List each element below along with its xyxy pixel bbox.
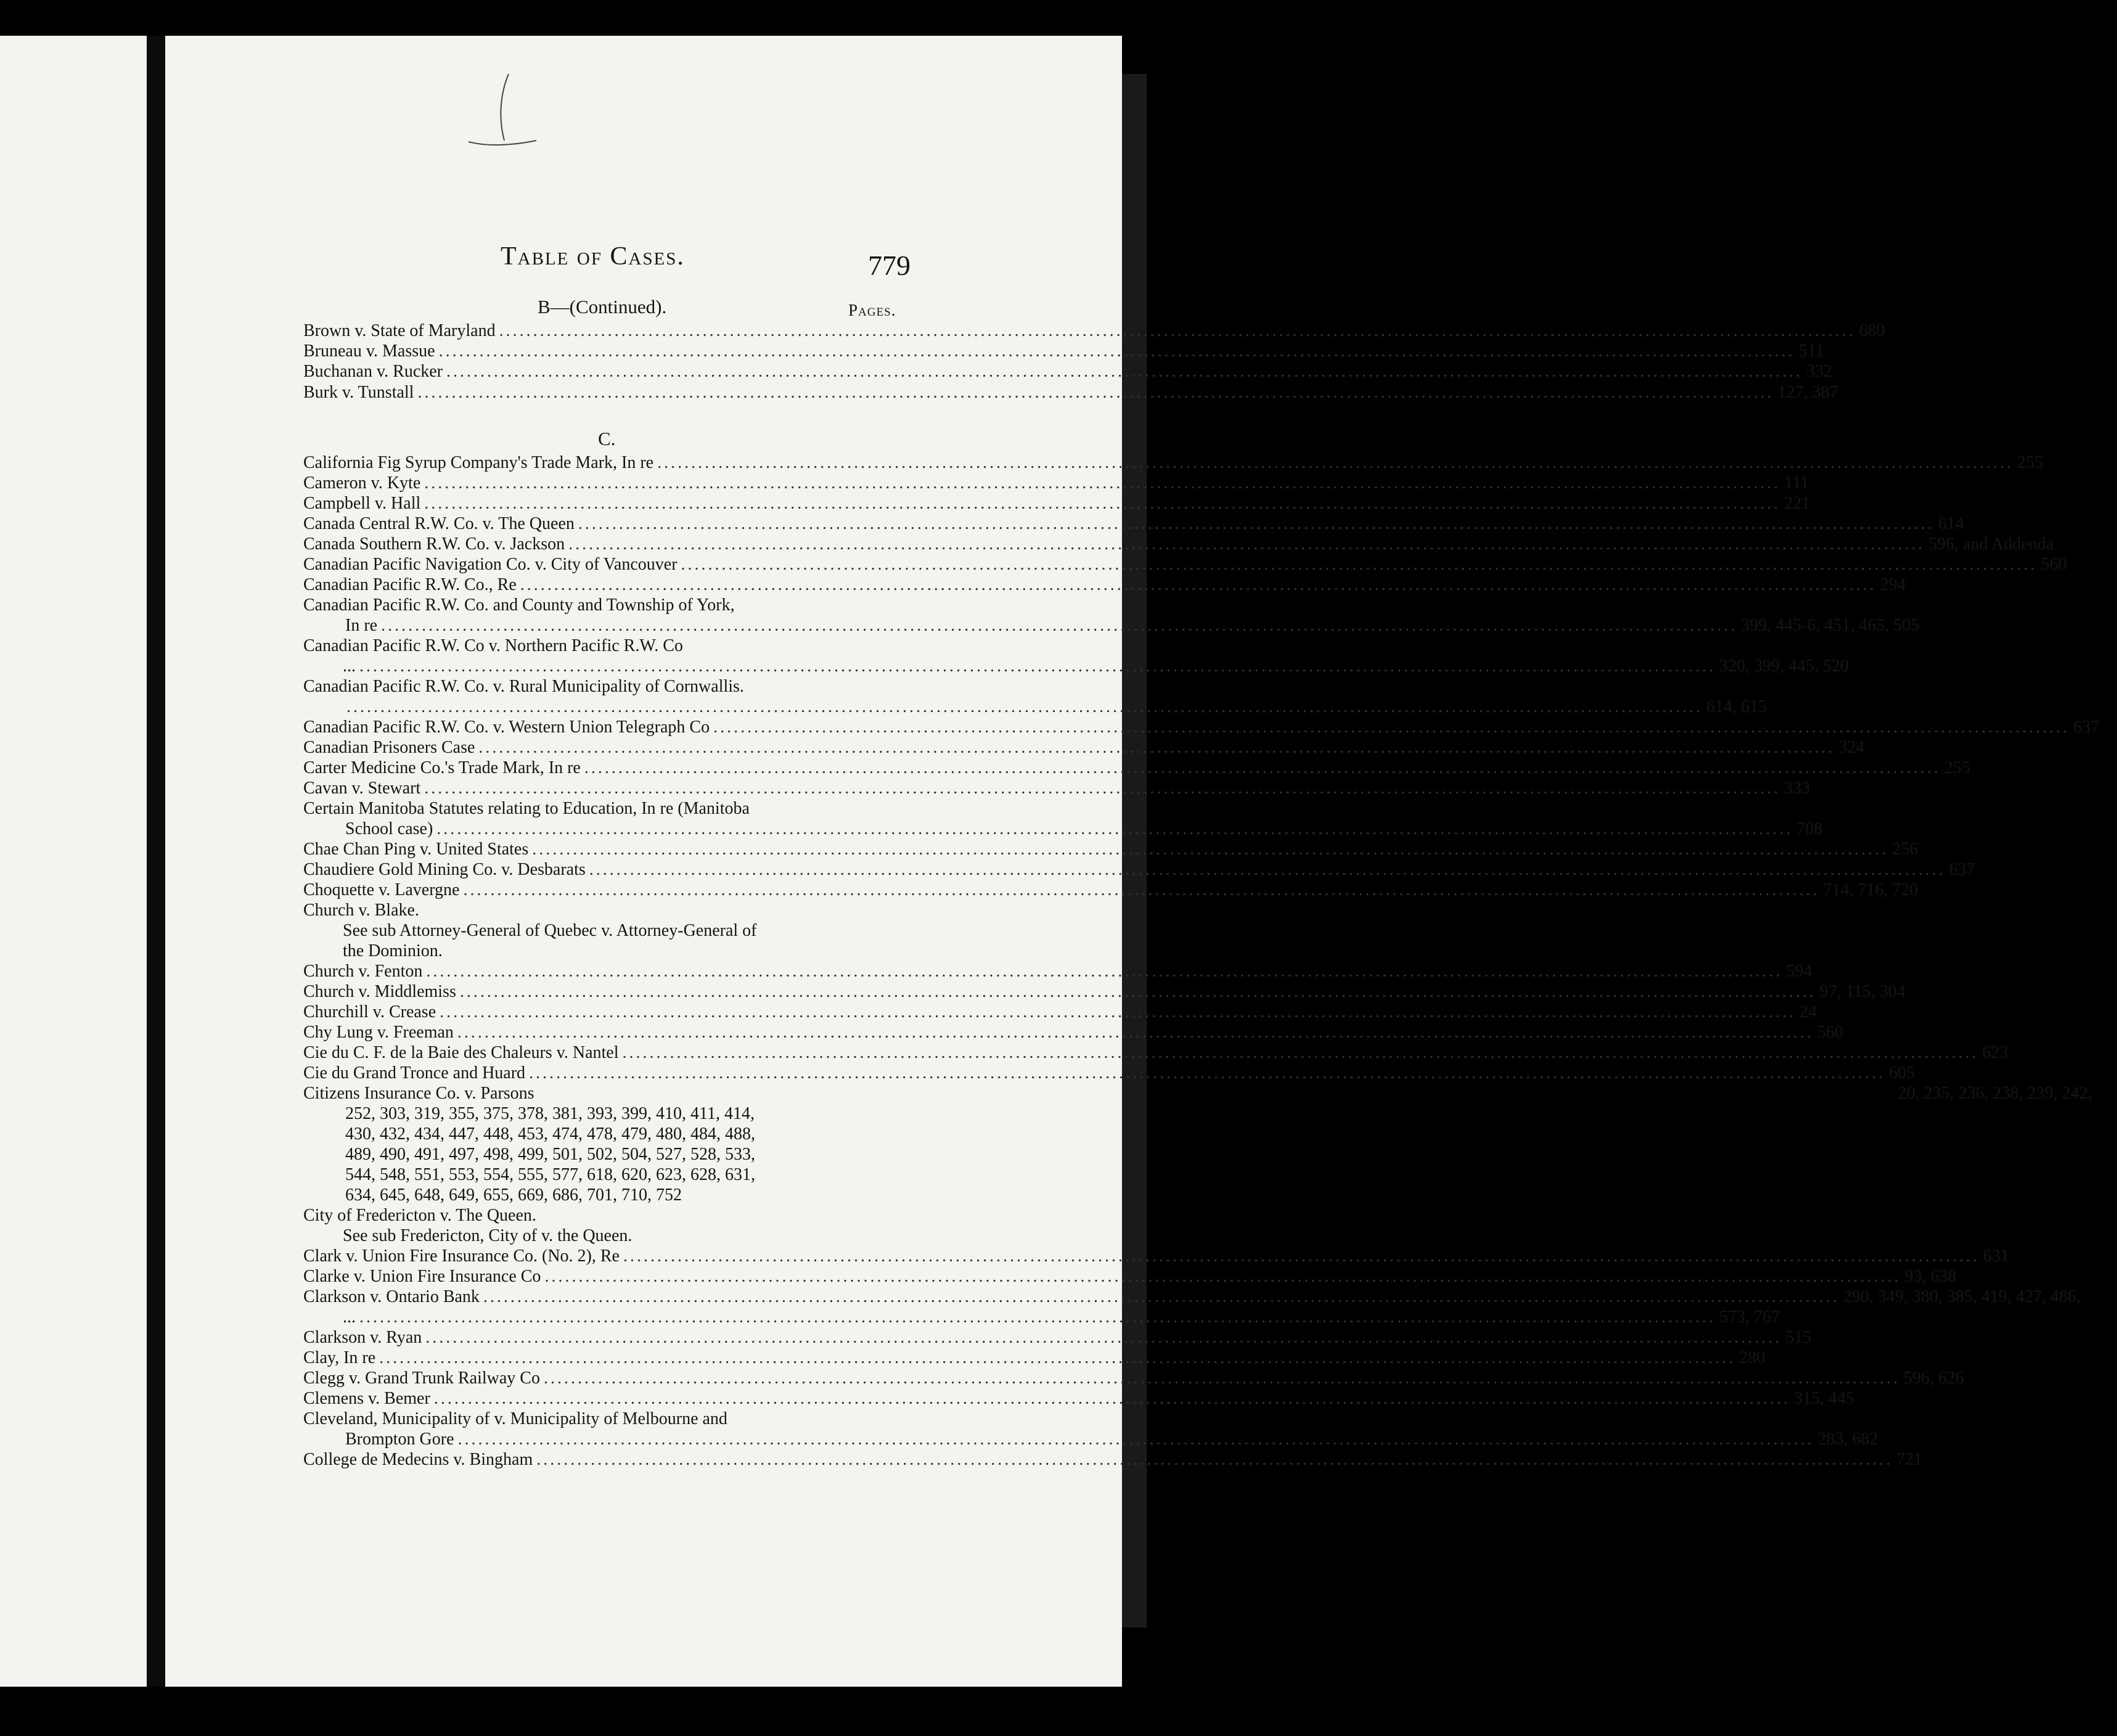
case-name: Clay, In re [303, 1348, 376, 1367]
case-entry [303, 1287, 2081, 1308]
case-entry [303, 554, 2067, 575]
case-pages: 221 [1784, 494, 1811, 513]
case-name: Cie du Grand Tronce and Huard [303, 1063, 526, 1083]
dot-leader: ........................................................................................................................................................................................................ [544, 1267, 1901, 1286]
dot-leader: ........................................................................................................................................................................................................ [532, 840, 1889, 859]
case-entry [303, 1124, 910, 1145]
case-name: 430, 432, 434, 447, 448, 453, 474, 478, 479, 480, 484, 488, [345, 1124, 755, 1144]
section-heading-b: B—(Continued). [538, 296, 667, 317]
case-pages: 680 [1859, 321, 1885, 340]
case-entry [303, 656, 1849, 677]
case-entry [303, 1246, 2009, 1267]
case-entry [303, 1226, 910, 1247]
dot-leader: ........................................................................................................................................................................................................ [623, 1247, 1980, 1266]
case-pages: 315, 445 [1793, 1389, 1854, 1408]
case-entry [303, 758, 1970, 779]
case-pages: 560 [1817, 1023, 1843, 1042]
case-name: College de Medecins v. Bingham [303, 1450, 533, 1469]
case-name: Canadian Pacific R.W. Co. v. Rural Municipality of Cornwallis. [303, 677, 744, 696]
case-name: Certain Manitoba Statutes relating to Education, In re (Manitoba [303, 799, 750, 818]
dot-leader: ........................................................................................................................................................................................................ [536, 1450, 1893, 1469]
case-entry [303, 900, 910, 921]
case-entry [303, 382, 1838, 403]
case-pages: 560 [2041, 555, 2067, 574]
case-entry [303, 1022, 1843, 1043]
dot-leader: ........................................................................................................................................................................................................ [589, 860, 1946, 879]
case-name: Bruneau v. Massue [303, 342, 435, 361]
case-entry [303, 819, 1823, 840]
case-name: Churchill v. Crease [303, 1002, 436, 1022]
case-pages: 255 [2017, 453, 2044, 472]
case-pages: 24 [1800, 1002, 1817, 1022]
case-name: Cleveland, Municipality of v. Municipality of Melbourne and [303, 1409, 727, 1428]
case-name: Clarkson v. Ontario Bank [303, 1287, 480, 1306]
case-name: Canadian Pacific R.W. Co v. Northern Pacific R.W. Co [303, 636, 683, 655]
dot-leader: ........................................................................................................................................................................................................ [433, 1389, 1790, 1408]
case-pages: 623 [1982, 1043, 2008, 1062]
book-gutter [147, 36, 165, 1687]
left-page-margin [0, 36, 147, 1687]
dot-leader: ........................................................................................................................................................................................................ [457, 1430, 1814, 1449]
dot-leader: ........................................................................................................................................................................................................ [713, 718, 2070, 737]
case-name: California Fig Syrup Company's Trade Mark, In re [303, 453, 654, 472]
case-entry [303, 1185, 910, 1206]
case-entry [303, 839, 1918, 860]
case-entry [303, 1083, 2092, 1104]
case-name: Clark v. Union Fire Insurance Co. (No. 2), Re [303, 1247, 620, 1266]
case-pages: 324 [1838, 738, 1865, 757]
case-name: City of Fredericton v. The Queen. [303, 1206, 536, 1225]
case-entry [303, 798, 910, 819]
case-pages: 573, 767 [1719, 1308, 1780, 1327]
case-entry [303, 737, 1865, 758]
case-entry [303, 361, 1832, 382]
case-name: Canadian Pacific R.W. Co., Re [303, 575, 517, 594]
case-entry [303, 961, 1812, 982]
case-pages: 294 [1880, 575, 1906, 594]
case-entry [303, 1205, 910, 1226]
dot-leader: ........................................................................................................................................................................................................ [424, 494, 1781, 513]
case-name: ... [343, 657, 356, 676]
dot-leader: ........................................................................................................................................................................................................ [436, 819, 1793, 838]
case-pages: 255 [1944, 758, 1970, 777]
dot-leader: ........................................................................................................................................................................................................ [657, 453, 2014, 472]
case-pages: 97, 115, 304 [1819, 982, 1906, 1001]
case-name: Canada Southern R.W. Co. v. Jackson [303, 534, 565, 554]
case-pages: 127, 387 [1777, 383, 1838, 402]
dot-leader: ........................................................................................................................................................................................................ [359, 657, 1716, 676]
case-entry [303, 473, 1809, 494]
case-name: Buchanan v. Rucker [303, 362, 443, 381]
case-pages: 708 [1796, 819, 1823, 838]
case-name: Clemens v. Bemer [303, 1389, 430, 1408]
case-entry [303, 1429, 1878, 1450]
case-entry [303, 778, 1811, 799]
case-name: 544, 548, 551, 553, 554, 555, 577, 618, 620, 623, 628, 631, [345, 1165, 755, 1184]
case-name: Clarke v. Union Fire Insurance Co [303, 1267, 541, 1286]
case-entry [303, 1388, 1854, 1409]
case-entry [303, 1307, 1780, 1328]
case-name: See sub Attorney-General of Quebec v. Attorney-General of [343, 921, 757, 940]
case-name: ... [343, 1308, 356, 1327]
case-entry [303, 1266, 1957, 1287]
dot-leader: ........................................................................................................................................................................................................ [359, 1308, 1716, 1327]
case-name: Clegg v. Grand Trunk Railway Co [303, 1369, 540, 1388]
dot-leader: ........................................................................................................................................................................................................ [457, 1023, 1814, 1042]
dot-leader: ........................................................................................................................................................................................................ [543, 1369, 1900, 1388]
dot-leader: ........................................................................................................................................................................................................ [425, 1328, 1782, 1347]
dot-leader: ........................................................................................................................................................................................................ [438, 342, 1795, 361]
dot-leader: ........................................................................................................................................................................................................ [499, 321, 1856, 340]
case-pages: 605 [1889, 1063, 1915, 1083]
case-pages: 280 [1739, 1348, 1766, 1367]
case-entry [303, 981, 1906, 1002]
case-entry [303, 1327, 1812, 1348]
case-pages: 93, 638 [1904, 1267, 1957, 1286]
case-entry [303, 920, 910, 941]
case-entry [303, 1063, 1915, 1084]
pages-column-heading: Pages. [848, 301, 896, 319]
case-name: Church v. Blake. [303, 901, 419, 920]
case-entry [303, 880, 1918, 901]
dot-leader: ........................................................................................................................................................................................................ [424, 779, 1781, 798]
case-name: Brompton Gore [345, 1430, 454, 1449]
case-name: See sub Fredericton, City of v. the Queen. [343, 1226, 633, 1245]
case-entry [303, 1002, 1817, 1023]
case-name: Canada Central R.W. Co. v. The Queen [303, 514, 575, 533]
case-pages: 596, 626 [1903, 1369, 1964, 1388]
case-name: Chaudiere Gold Mining Co. v. Desbarats [303, 860, 586, 879]
case-entry [303, 1409, 910, 1430]
case-entry [303, 697, 1767, 718]
case-name: 489, 490, 491, 497, 498, 499, 501, 502, 504, 527, 528, 533, [345, 1145, 755, 1164]
case-pages: 515 [1785, 1328, 1812, 1347]
dot-leader: ........................................................................................................................................................................................................ [584, 758, 1941, 777]
dot-leader: ........................................................................................................................................................................................................ [446, 362, 1803, 381]
case-pages: 20, 235, 236, 238, 239, 242, [1898, 1084, 2092, 1103]
case-name: Church v. Middlemiss [303, 982, 456, 1001]
case-entry [303, 1368, 1964, 1389]
case-entry [303, 676, 910, 697]
section-heading-c: C. [598, 428, 616, 449]
case-entry [303, 1165, 910, 1185]
case-pages: 637 [2073, 718, 2100, 737]
case-pages: 256 [1892, 840, 1918, 859]
case-pages: 631 [1983, 1247, 2009, 1266]
case-name: Canadian Pacific R.W. Co. v. Western Union Telegraph Co [303, 718, 710, 737]
case-entry [303, 341, 1824, 362]
case-pages: 594 [1786, 962, 1812, 981]
dot-leader: ........................................................................................................................................................................................................ [578, 514, 1935, 533]
case-entry [303, 1449, 1923, 1470]
case-pages: 320, 399, 445, 520 [1719, 657, 1849, 676]
case-name: Church v. Fenton [303, 962, 423, 981]
case-name: Chy Lung v. Freeman [303, 1023, 454, 1042]
case-name: Brown v. State of Maryland [303, 321, 496, 340]
case-entry [303, 514, 1964, 534]
dot-leader: ........................................................................................................................................................................................................ [529, 1063, 1886, 1083]
dot-leader: ........................................................................................................................................................................................................ [379, 1348, 1736, 1367]
case-name: Cie du C. F. de la Baie des Chaleurs v. Nantel [303, 1043, 619, 1062]
case-entry [303, 534, 2054, 555]
case-entry [303, 1348, 1766, 1369]
case-pages: 614, 615 [1706, 697, 1767, 716]
case-pages: 111 [1784, 473, 1809, 493]
case-name: Carter Medicine Co.'s Trade Mark, In re [303, 758, 581, 777]
case-pages: 333 [1784, 779, 1811, 798]
case-name: Canadian Pacific R.W. Co. and County and Township of York, [303, 596, 735, 615]
case-pages: 637 [1949, 860, 1975, 879]
case-pages: 283, 682 [1817, 1430, 1878, 1449]
case-pages: 614 [1938, 514, 1964, 533]
case-entry [303, 1144, 910, 1165]
case-name: 634, 645, 648, 649, 655, 669, 686, 701, 710, 752 [345, 1185, 682, 1205]
case-entry [303, 575, 1906, 596]
dot-leader: ........................................................................................................................................................................................................ [483, 1287, 1840, 1306]
case-name: School case) [345, 819, 433, 838]
case-entry [303, 321, 1885, 342]
case-entry [303, 859, 1975, 880]
dot-leader: ........................................................................................................................................................................................................ [681, 555, 2037, 574]
case-name: Cameron v. Kyte [303, 473, 421, 493]
case-entry [303, 941, 910, 962]
case-name: Canadian Pacific Navigation Co. v. City of Vancouver [303, 555, 678, 574]
case-pages: 714, 716, 720 [1823, 880, 1918, 899]
dot-leader: ........................................................................................................................................................................................................ [424, 473, 1781, 493]
dot-leader: ........................................................................................................................................................................................................ [426, 962, 1783, 981]
case-pages: 290, 349, 380, 385, 419, 427, 486, [1843, 1287, 2081, 1306]
case-entry [303, 1103, 910, 1124]
dot-leader: ........................................................................................................................................................................................................ [478, 738, 1835, 757]
case-name: the Dominion. [343, 941, 443, 960]
page-number: 779 [868, 250, 911, 281]
case-pages: 332 [1806, 362, 1832, 381]
case-entry [303, 595, 910, 616]
case-name: 252, 303, 319, 355, 375, 378, 381, 393, 399, 410, 411, 414, [345, 1104, 755, 1123]
dot-leader: ........................................................................................................................................................................................................ [463, 880, 1820, 899]
case-pages: 721 [1896, 1450, 1923, 1469]
case-pages: 511 [1798, 342, 1824, 361]
case-name: Choquette v. Lavergne [303, 880, 460, 899]
case-entry [303, 452, 2044, 473]
page-title: Table of Cases. [501, 242, 685, 271]
case-entry [303, 615, 1920, 636]
case-pages: 596, and Addenda [1928, 534, 2054, 554]
case-name: Burk v. Tunstall [303, 383, 414, 402]
dot-leader: ........................................................................................................................................................................................................ [417, 383, 1774, 402]
case-name: In re [345, 616, 378, 635]
case-name: Chae Chan Ping v. United States [303, 840, 529, 859]
case-name: Cavan v. Stewart [303, 779, 421, 798]
case-name: Clarkson v. Ryan [303, 1328, 422, 1347]
case-entry [303, 493, 1811, 514]
pencil-mark [444, 68, 555, 166]
dot-leader: ........................................................................................................................................................................................................ [459, 982, 1816, 1001]
case-name: Campbell v. Hall [303, 494, 421, 513]
case-pages: 399, 445-6, 451, 465, 505 [1741, 616, 1920, 635]
case-name: Canadian Prisoners Case [303, 738, 475, 757]
dot-leader: ........................................................................................................................................................................................................ [440, 1002, 1796, 1022]
dot-leader: ........................................................................................................................................................................................................ [381, 616, 1738, 635]
case-entry [303, 1042, 2008, 1063]
dot-leader: ........................................................................................................................................................................................................ [520, 575, 1877, 594]
dot-leader: ........................................................................................................................................................................................................ [622, 1043, 1979, 1062]
case-entry [303, 717, 2100, 738]
dot-leader: ........................................................................................................................................................................................................ [346, 697, 1703, 716]
dot-leader: ........................................................................................................................................................................................................ [568, 534, 1925, 554]
case-entry [303, 636, 910, 657]
case-name: Citizens Insurance Co. v. Parsons [303, 1084, 534, 1103]
